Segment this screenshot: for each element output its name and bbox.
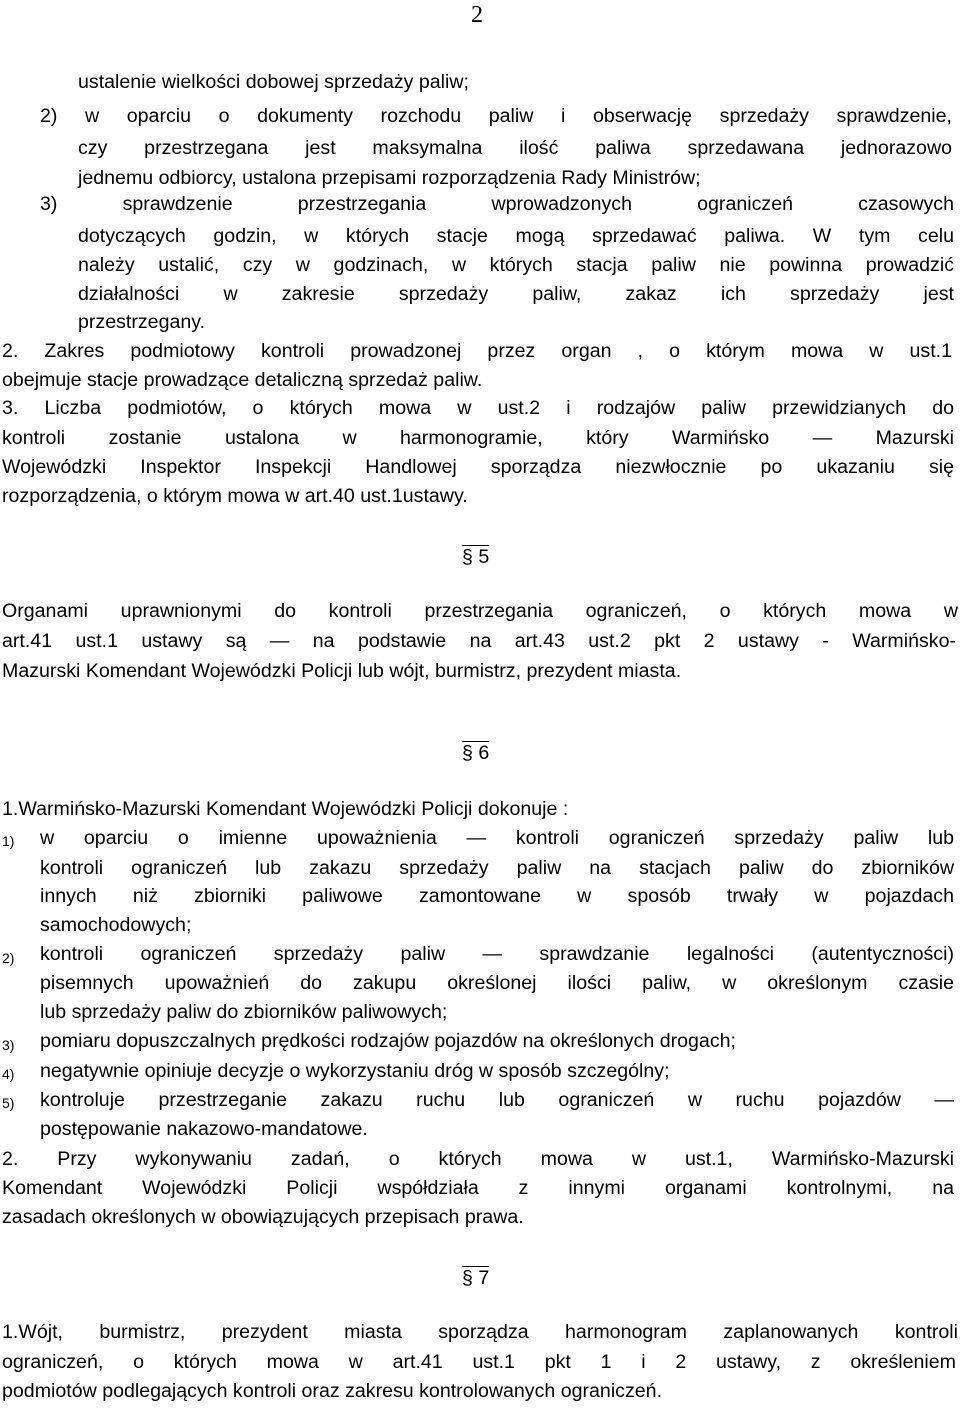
- line: kontroli zostanie ustalona w harmonogramie, który Warmińsko — Mazurski: [2, 427, 954, 449]
- line: 2. Przy wykonywaniu zadań, o których mowa w ust.1, Warmińsko-Mazurski: [2, 1148, 954, 1170]
- line: zasadach określonych w obowiązujących przepisach prawa.: [2, 1206, 524, 1228]
- line: dotyczących godzin, w których stacje mogą sprzedawać paliwa. W tym celu: [78, 225, 954, 247]
- line: 1.Wójt, burmistrz, prezydent miasta sporządza harmonogram zaplanowanych kontroli: [2, 1321, 958, 1343]
- line: kontroli ograniczeń lub zakazu sprzedaży paliw na stacjach paliw do zbiorników: [40, 857, 954, 879]
- list-number: 3): [2, 1037, 15, 1053]
- line: Organami uprawnionymi do kontroli przestrzegania ograniczeń, o których mowa w: [2, 600, 958, 622]
- line: lub sprzedaży paliw do zbiorników paliwowych;: [40, 1001, 448, 1023]
- list-number: 5): [2, 1095, 15, 1111]
- line: negatywnie opiniuje decyzje o wykorzystaniu dróg w sposób szczególny;: [40, 1060, 670, 1082]
- line: ustalenie wielkości dobowej sprzedaży paliw;: [78, 71, 469, 93]
- line: ograniczeń, o których mowa w art.41 ust.1 pkt 1 i 2 ustawy, z określeniem: [2, 1351, 956, 1373]
- section-heading: § 6: [462, 742, 490, 764]
- line: postępowanie nakazowo-mandatowe.: [40, 1118, 368, 1140]
- section-heading: § 7: [462, 1267, 490, 1289]
- line: przestrzegany.: [78, 311, 206, 333]
- page-number: 2: [471, 2, 483, 28]
- line: pisemnych upoważnień do zakupu określonej ilości paliw, w określonym czasie: [40, 972, 954, 994]
- line: kontroluje przestrzeganie zakazu ruchu lub ograniczeń w ruchu pojazdów —: [40, 1089, 954, 1111]
- line: jednemu odbiorcy, ustalona przepisami rozporządzenia Rady Ministrów;: [78, 167, 701, 189]
- line: działalności w zakresie sprzedaży paliw, zakaz ich sprzedaży jest: [78, 283, 954, 305]
- line: Wojewódzki Inspektor Inspekcji Handlowej sporządza niezwłocznie po ukazaniu się: [2, 456, 954, 478]
- list-number: 2): [2, 950, 15, 966]
- line: kontroli ograniczeń sprzedaży paliw — sprawdzanie legalności (autentyczności): [40, 943, 954, 965]
- line: 1.Warmińsko-Mazurski Komendant Wojewódzki Policji dokonuje :: [2, 798, 569, 820]
- line: 2) w oparciu o dokumenty rozchodu paliw i obserwację sprzedaży sprawdzenie,: [40, 105, 952, 127]
- line: czy przestrzegana jest maksymalna ilość paliwa sprzedawana jednorazowo: [78, 137, 952, 159]
- line: art.41 ust.1 ustawy są — na podstawie na art.43 ust.2 pkt 2 ustawy - Warmińsko-: [2, 630, 956, 652]
- line: innych niż zbiorniki paliwowe zamontowane w sposób trwały w pojazdach: [40, 885, 954, 907]
- line: podmiotów podlegających kontroli oraz zakresu kontrolowanych ograniczeń.: [2, 1380, 663, 1402]
- line: 3. Liczba podmiotów, o których mowa w ust.2 i rodzajów paliw przewidzianych do: [2, 397, 954, 419]
- line: samochodowych;: [40, 914, 192, 936]
- line: należy ustalić, czy w godzinach, w których stacja paliw nie powinna prowadzić: [78, 254, 954, 276]
- line: 3) sprawdzenie przestrzegania wprowadzonych ograniczeń czasowych: [40, 193, 954, 215]
- line: w oparciu o imienne upoważnienia — kontroli ograniczeń sprzedaży paliw lub: [40, 827, 954, 849]
- line: pomiaru dopuszczalnych prędkości rodzajów pojazdów na określonych drogach;: [40, 1030, 736, 1052]
- line: obejmuje stacje prowadzące detaliczną sprzedaż paliw.: [2, 369, 483, 391]
- line: Komendant Wojewódzki Policji współdziała z innymi organami kontrolnymi, na: [2, 1177, 954, 1199]
- section-heading: § 5: [462, 546, 490, 568]
- list-number: 4): [2, 1066, 15, 1082]
- list-number: 1): [2, 833, 15, 849]
- line: rozporządzenia, o którym mowa w art.40 ust.1ustawy.: [2, 485, 468, 507]
- line: 2. Zakres podmiotowy kontroli prowadzonej przez organ , o którym mowa w ust.1: [2, 340, 952, 362]
- line: Mazurski Komendant Wojewódzki Policji lub wójt, burmistrz, prezydent miasta.: [2, 660, 682, 682]
